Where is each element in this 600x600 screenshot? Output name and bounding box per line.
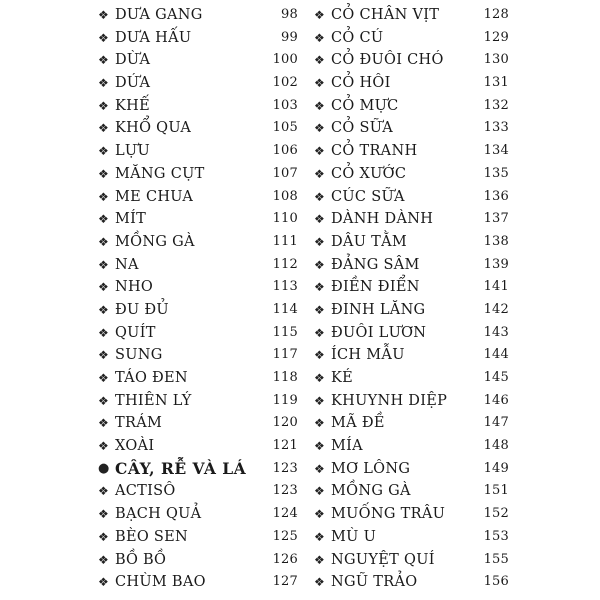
entry-name: MÍT [115,211,147,228]
diamond-bullet-icon: ❖ [314,166,325,181]
toc-entry [314,367,509,390]
toc-entry [98,140,298,163]
diamond-bullet-icon: ❖ [314,348,325,363]
diamond-bullet-icon: ❖ [98,484,109,499]
toc-entry [98,231,298,254]
toc-entry [98,435,298,458]
toc-entry [98,503,298,526]
page-number: 121 [272,438,298,454]
page-number: 110 [272,211,298,227]
toc-entry [98,480,298,503]
diamond-bullet-icon: ❖ [98,575,109,590]
page-number: 149 [483,460,509,476]
entry-name: MÃ ĐỀ [331,415,385,432]
toc-entry [314,4,509,27]
entry-name: BẠCH QUẢ [115,506,202,523]
diamond-bullet-icon: ❖ [314,393,325,408]
page-number: 115 [272,324,298,340]
entry-name: NGUYỆT QUÍ [331,551,435,568]
diamond-bullet-icon: ❖ [314,144,325,159]
toc-entry [98,390,298,413]
entry-name: CỎ XƯỚC [331,165,407,182]
page-number: 128 [483,7,509,22]
page-number: 123 [272,460,298,476]
entry-name: CHÙM BAO [115,574,206,591]
entry-name: CỎ TRANH [331,143,418,160]
toc-entry [314,480,509,503]
page-number: 132 [483,97,509,113]
section-bullet-icon: ● [98,460,110,476]
entry-name: DỪA [115,52,151,69]
entry-name: TÁO ĐEN [115,370,188,386]
entry-name: QUÍT [115,324,156,341]
toc-entry [314,299,509,322]
diamond-bullet-icon: ❖ [314,121,325,136]
diamond-bullet-icon: ❖ [314,98,325,113]
toc-section-heading [98,458,298,481]
toc-entry [98,95,298,118]
toc-entry [98,549,298,572]
toc-entry [98,526,298,549]
entry-name: DÀNH DÀNH [331,211,434,228]
diamond-bullet-icon: ❖ [98,393,109,408]
diamond-bullet-icon: ❖ [98,144,109,159]
page-number: 126 [272,551,298,567]
toc-entry [314,412,509,435]
page-number: 106 [272,143,298,159]
entry-name: KÉ [331,370,354,386]
toc-entry [314,163,509,186]
entry-name: BỒ BỒ [115,551,167,568]
entry-name: DƯA GANG [115,7,203,23]
toc-entry [314,571,509,594]
diamond-bullet-icon: ❖ [314,416,325,431]
page-number: 133 [483,120,509,136]
page-number: 156 [483,574,509,590]
entry-name: MƠ LÔNG [331,460,411,477]
toc-entry [314,435,509,458]
entry-name: ĐIỀN ĐIỂN [331,279,420,296]
toc-right-column [314,4,509,594]
page-number: 151 [483,483,509,499]
toc-entry [314,344,509,367]
diamond-bullet-icon: ❖ [98,302,109,317]
entry-name: CỎ SỮA [331,120,394,137]
toc-entry [98,571,298,594]
diamond-bullet-icon: ❖ [98,30,109,45]
diamond-bullet-icon: ❖ [314,529,325,544]
diamond-bullet-icon: ❖ [98,257,109,272]
toc-entry [98,163,298,186]
diamond-bullet-icon: ❖ [314,302,325,317]
page-number: 118 [272,370,298,385]
page-number: 112 [272,256,298,272]
toc-entry [98,4,298,27]
page-number: 136 [483,188,509,204]
page-number: 138 [483,233,509,249]
toc-entry [314,72,509,95]
page-number: 117 [272,347,298,363]
page-number: 148 [483,438,509,454]
toc-entry [314,27,509,50]
page-number: 103 [272,97,298,113]
entry-name: NGŨ TRẢO [331,574,418,591]
page-number: 137 [483,211,509,227]
entry-name: MUỐNG TRÂU [331,506,446,523]
page-number: 147 [483,415,509,431]
entry-name: MÍA [331,438,363,455]
diamond-bullet-icon: ❖ [98,121,109,136]
diamond-bullet-icon: ❖ [314,461,325,476]
diamond-bullet-icon: ❖ [314,234,325,249]
toc-entry [314,549,509,572]
entry-name: KHỔ QUA [115,120,192,137]
entry-name: THIÊN LÝ [115,392,192,409]
toc-entry [314,95,509,118]
diamond-bullet-icon: ❖ [98,166,109,181]
toc-entry [98,254,298,277]
page-number: 129 [483,29,509,45]
entry-name: LỰU [115,143,150,160]
entry-name: ĐU ĐỦ [115,301,169,318]
toc-entry [314,322,509,345]
entry-name: CỎ HÔI [331,75,391,92]
diamond-bullet-icon: ❖ [314,484,325,499]
diamond-bullet-icon: ❖ [98,8,109,22]
diamond-bullet-icon: ❖ [98,325,109,340]
diamond-bullet-icon: ❖ [314,189,325,204]
page-number: 102 [272,75,298,91]
entry-name: CỎ CÚ [331,29,384,46]
diamond-bullet-icon: ❖ [98,529,109,544]
entry-name: NHO [115,279,154,296]
diamond-bullet-icon: ❖ [98,416,109,431]
toc-entry [314,526,509,549]
toc-entry [314,208,509,231]
entry-name: ÍCH MẪU [331,347,405,364]
page-number: 130 [483,52,509,68]
diamond-bullet-icon: ❖ [314,53,325,68]
entry-name: XOÀI [115,438,155,455]
page-number: 99 [281,29,298,45]
entry-name: ĐUÔI LƯƠN [331,324,427,341]
toc-entry [314,503,509,526]
page-number: 107 [272,165,298,181]
toc-entry [98,186,298,209]
page-number: 155 [483,551,509,567]
diamond-bullet-icon: ❖ [314,76,325,91]
toc-entry [314,140,509,163]
page-number: 144 [483,347,509,363]
entry-name: ACTISÔ [115,483,176,500]
diamond-bullet-icon: ❖ [98,439,109,454]
diamond-bullet-icon: ❖ [98,371,109,385]
entry-name: MÙ U [331,528,377,545]
page-number: 143 [483,324,509,340]
toc-entry [98,412,298,435]
page-number: 135 [483,165,509,181]
entry-name: MỒNG GÀ [331,483,411,500]
entry-name: DƯA HẤU [115,29,192,46]
entry-name: ME CHUA [115,188,194,205]
toc-entry [98,27,298,50]
page-number: 119 [272,392,298,408]
page-number: 145 [483,370,509,385]
entry-name: DÂU TẰM [331,233,408,250]
page-number: 100 [272,52,298,68]
diamond-bullet-icon: ❖ [314,8,325,22]
page-number: 98 [281,7,298,22]
toc-entry [98,367,298,390]
diamond-bullet-icon: ❖ [98,212,109,227]
entry-name: CÚC SỮA [331,188,405,205]
entry-name: KHẾ [115,97,150,114]
entry-name: DỨA [115,75,151,92]
page-number: 114 [272,301,298,317]
diamond-bullet-icon: ❖ [314,552,325,567]
diamond-bullet-icon: ❖ [98,98,109,113]
entry-name: KHUYNH DIỆP [331,392,448,409]
toc-entry [98,117,298,140]
diamond-bullet-icon: ❖ [98,76,109,91]
page-number: 142 [483,301,509,317]
diamond-bullet-icon: ❖ [98,189,109,204]
diamond-bullet-icon: ❖ [314,280,325,295]
page-number: 153 [483,528,509,544]
toc-entry [314,390,509,413]
diamond-bullet-icon: ❖ [314,325,325,340]
entry-name: NA [115,256,139,273]
diamond-bullet-icon: ❖ [98,507,109,522]
diamond-bullet-icon: ❖ [314,371,325,385]
page-number: 120 [272,415,298,431]
diamond-bullet-icon: ❖ [314,575,325,590]
diamond-bullet-icon: ❖ [98,234,109,249]
page-number: 134 [483,143,509,159]
page-number: 125 [272,528,298,544]
entry-name: CỎ MỰC [331,97,399,114]
toc-entry [314,117,509,140]
entry-name: ĐẢNG SÂM [331,256,420,273]
toc-left-column [98,4,298,594]
page-number: 105 [272,120,298,136]
page-number: 139 [483,256,509,272]
toc-entry [98,276,298,299]
diamond-bullet-icon: ❖ [314,30,325,45]
toc-entry [314,276,509,299]
diamond-bullet-icon: ❖ [98,348,109,363]
page-number: 124 [272,506,298,522]
diamond-bullet-icon: ❖ [98,552,109,567]
page-number: 111 [272,233,298,249]
toc-entry [98,299,298,322]
entry-name: MỒNG GÀ [115,233,195,250]
toc-entry [314,49,509,72]
toc-entry [314,231,509,254]
page-number: 146 [483,392,509,408]
entry-name: BÈO SEN [115,528,189,545]
toc-entry [98,208,298,231]
page-number: 127 [272,574,298,590]
page-number: 123 [272,483,298,499]
diamond-bullet-icon: ❖ [98,53,109,68]
toc-entry [314,458,509,481]
page-number: 113 [272,279,298,295]
toc-entry [98,344,298,367]
toc-entry [314,254,509,277]
toc-entry [98,72,298,95]
entry-name: CỎ ĐUÔI CHÓ [331,52,444,69]
entry-name: TRÁM [115,415,163,432]
diamond-bullet-icon: ❖ [314,212,325,227]
toc-entry [314,186,509,209]
diamond-bullet-icon: ❖ [314,257,325,272]
diamond-bullet-icon: ❖ [98,280,109,295]
diamond-bullet-icon: ❖ [314,507,325,522]
toc-entry [98,322,298,345]
page-number: 108 [272,188,298,204]
toc-entry [98,49,298,72]
entry-name: CỎ CHÂN VỊT [331,7,440,23]
entry-name: SUNG [115,347,163,364]
page-number: 152 [483,506,509,522]
entry-name: ĐINH LĂNG [331,301,426,318]
page-number: 141 [483,279,509,295]
entry-name: MĂNG CỤT [115,165,205,182]
diamond-bullet-icon: ❖ [314,439,325,454]
page-number: 131 [483,75,509,91]
section-title: CÂY, RỄ VÀ LÁ [115,458,247,478]
